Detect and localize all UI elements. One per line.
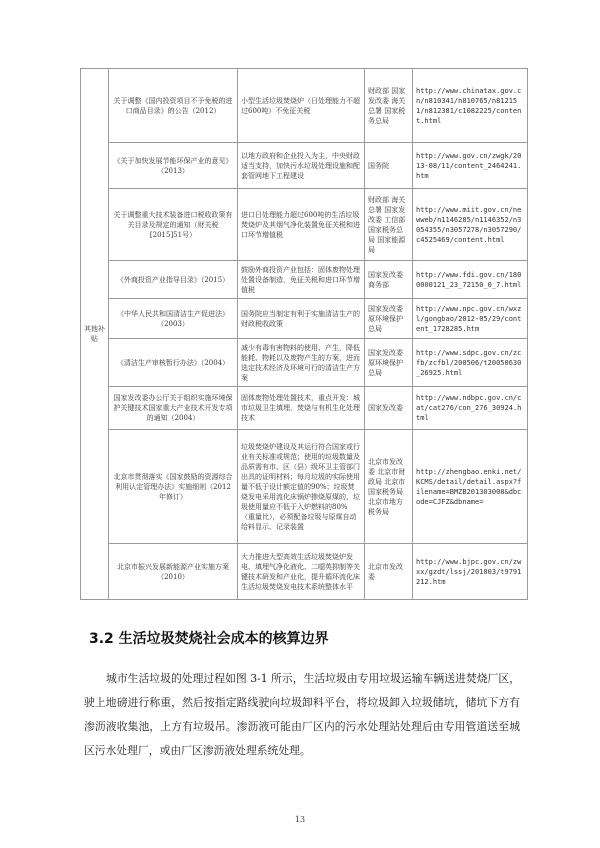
source-url-cell: http://www.gov.cn/zwgk/2013-08/11/content_2464241.htm: [413, 143, 528, 189]
category-cell: 其他补贴: [81, 69, 109, 600]
source-url-cell: http://www.sdpc.gov.cn/zcfb/zcfbl/200506/t20050630_26925.html: [413, 339, 528, 387]
policy-name-cell: 《清洁生产审核暂行办法》（2004）: [109, 339, 238, 387]
source-url-cell: http://www.chinatax.gov.cn/n810341/n810765/n812151/n812381/c1082225/content.html: [413, 69, 528, 143]
policy-name-cell: 《关于加快发展节能环保产业的意见》（2013）: [109, 143, 238, 189]
policy-table: [80, 68, 528, 600]
table-row: [81, 143, 528, 189]
policy-content-cell: 垃圾焚烧炉建设及其运行符合国家或行业有关标准或规范；使用的垃圾数量及品质需有市、区（县）级环卫主管部门出具的证明材料；每月垃圾的实际使用量不低于设计额定值的90%；垃圾焚烧发电采用流化床锅炉掺烧原煤的，垃圾使用量应不低于入炉燃料的80%（重量比），必须配备垃圾与原煤自动给料显示、记录装置: [238, 430, 365, 544]
issuing-department-cell: 国家发改委: [365, 387, 413, 430]
issuing-department-cell: 北京市发改委: [365, 544, 413, 600]
table-row: [81, 261, 528, 299]
policy-content-cell: 以地方政府和企业投入为主，中央财政适当支持，加快污水垃圾处理设施和配套管网地下工程建设: [238, 143, 365, 189]
policy-name-cell: 关于调整《国内投资项目不予免税的进口商品目录》的公告（2012）: [109, 69, 238, 143]
policy-content-cell: 大力推进大型高效生活垃圾焚烧炉发电、填埋气净化液化、二噁英抑制等关键技术研发和产业化，提升循环流化床生活垃圾焚烧发电技术系统整体水平: [238, 544, 365, 600]
page-number: 13: [294, 815, 306, 824]
policy-name-cell: 关于调整重大技术装备进口税收政策有关目录及规定的通知（财关税[2015]51号）: [109, 189, 238, 261]
issuing-department-cell: 财政部 海关总署 国家发改委 工信部 国家税务总局 国家能源局: [365, 189, 413, 261]
source-url-cell: http://www.npc.gov.cn/wxzl/gongbao/2012-05/29/content_1728285.htm: [413, 299, 528, 339]
section-title: 3.2 生活垃圾焚烧社会成本的核算边界: [89, 631, 329, 647]
policy-name-cell: 《中华人民共和国清洁生产促进法》（2003）: [109, 299, 238, 339]
policy-content-cell: 固体废物处理处置技术，重点开发：城市垃圾卫生填埋、焚烧与有机生化处理技术: [238, 387, 365, 430]
policy-content-cell: 小型生活垃圾焚烧炉（日处理能力不超过600吨）不免征关税: [238, 69, 365, 143]
policy-name-cell: 《外商投资产业指导目录》（2015）: [109, 261, 238, 299]
table-row: [81, 544, 528, 600]
issuing-department-cell: 国家发改委 原环境保护总局: [365, 299, 413, 339]
issuing-department-cell: 国务院: [365, 143, 413, 189]
issuing-department-cell: 财政部 国家发改委 海关总署 国家税务总局: [365, 69, 413, 143]
source-url-cell: http://www.ndbpc.gov.cn/cat/cat276/con_276_30924.html: [413, 387, 528, 430]
source-url-cell: http://www.bjpc.gov.cn/zwxx/gzdt/lssj/201003/t9791212.htm: [413, 544, 528, 600]
table-row: [81, 339, 528, 387]
source-url-cell: http://www.miit.gov.cn/newweb/n1146285/n1146352/n3054355/n3057278/n3057290/c4525469/content.html: [413, 189, 528, 261]
table-row: [81, 69, 528, 143]
policy-content-cell: 减少有毒有害物料的使用、产生，降低能耗、物耗以及废物产生的方案，进而选定技术经济及环境可行的清洁生产方案: [238, 339, 365, 387]
policy-content-cell: 国务院应当制定有利于实施清洁生产的财政税收政策: [238, 299, 365, 339]
table-row: [81, 430, 528, 544]
issuing-department-cell: 国家发改委 商务部: [365, 261, 413, 299]
policy-name-cell: 北京市振兴发展新能源产业实施方案（2010）: [109, 544, 238, 600]
table-row: [81, 189, 528, 261]
issuing-department-cell: 国家发改委 原环境保护总局: [365, 339, 413, 387]
issuing-department-cell: 北京市发改委 北京市财政局 北京市国家税务局 北京市地方税务局: [365, 430, 413, 544]
policy-name-cell: 国家发改委办公厅关于组织实施环境保护关键技术国家重大产业技术开发专项的通知（2004）: [109, 387, 238, 430]
table-row: [81, 387, 528, 430]
policy-name-cell: 北京市贯彻落实《国家鼓励的资源综合利用认定管理办法》实施细则（2012年修订）: [109, 430, 238, 544]
table-row: [81, 299, 528, 339]
source-url-cell: http://zhengbao.enki.net/KCMS/detail/detail.aspx?filename=BMZB201303008&dbcode=CJFZ&dbname=: [413, 430, 528, 544]
policy-content-cell: 鼓励外商投资产业包括：固体废物处理处置设备制造，免征关税和进口环节增值税: [238, 261, 365, 299]
policy-content-cell: 进口日处理能力超过600吨的生活垃圾焚烧炉及其烟气净化装置免征关税和进口环节增值税: [238, 189, 365, 261]
source-url-cell: http://www.fdi.gov.cn/1800000121_23_72150_0_7.html: [413, 261, 528, 299]
body-paragraph: 城市生活垃圾的处理过程如图 3-1 所示，生活垃圾由专用垃圾运输车辆送进焚烧厂区，驶上地磅进行称重，然后按指定路线驶向垃圾卸料平台，将垃圾卸入垃圾储坑，储坑下方有渗沥液收集池，上方有垃圾吊。渗沥液可能由厂区内的污水处理站处理后由专用管道送至城区污水处理厂，或由厂区渗沥液处理系统处理。: [84, 672, 520, 757]
